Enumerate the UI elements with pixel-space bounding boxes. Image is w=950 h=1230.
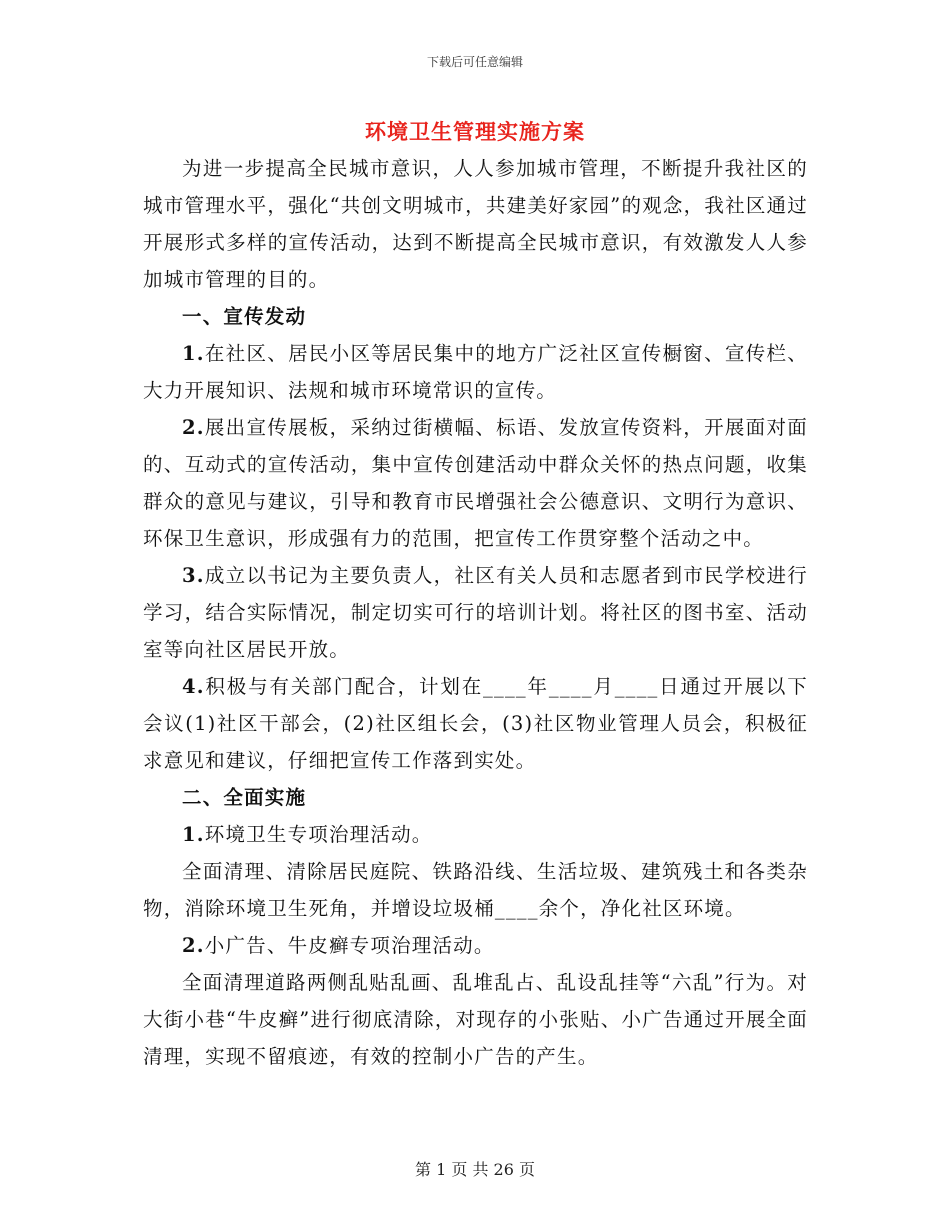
section1-item-1 <box>143 335 808 409</box>
page-footer: 第 1 页 共 26 页 <box>415 1160 535 1179</box>
item-number: 3. <box>182 564 205 587</box>
item-text: 成立以书记为主要负责人，社区有关人员和志愿者到市民学校进行学习，结合实际情况，制定切实可行的培训计划。将社区的图书室、活动室等向社区居民开放。 <box>143 564 808 661</box>
section2-sub2-title <box>143 927 808 964</box>
page-header: 下载后可任意编辑 <box>426 55 523 69</box>
item-number: 2. <box>182 416 205 439</box>
section1-item-3 <box>143 557 808 668</box>
section2-sub1-text: 全面清理、清除居民庭院、铁路沿线、生活垃圾、建筑残土和各类杂物，消除环境卫生死角，并增设垃圾桶____余个，净化社区环境。 <box>143 860 808 920</box>
section-heading-1: 一、宣传发动 <box>182 305 307 328</box>
section2-sub1-title <box>143 816 808 853</box>
item-text: 小广告、牛皮癣专项治理活动。 <box>204 934 495 957</box>
item-text: 展出宣传展板，采纳过街横幅、标语、发放宣传资料，开展面对面的、互动式的宣传活动，集中宣传创建活动中群众关怀的热点问题，收集群众的意见与建议，引导和教育市民增强社会公德意识、文明行为意识、环保卫生意识，形成强有力的范围，把宣传工作贯穿整个活动之中。 <box>143 416 808 550</box>
item-text: 在社区、居民小区等居民集中的地方广泛社区宣传橱窗、宣传栏、大力开展知识、法规和城市环境常识的宣传。 <box>143 342 808 402</box>
document-body <box>143 150 808 1075</box>
item-text: 积极与有关部门配合，计划在____年____月____日通过开展以下会议(1)社区干部会，(2)社区组长会，(3)社区物业管理人员会，积极征求意见和建议，仔细把宣传工作落到实处。 <box>143 675 808 772</box>
item-number: 1. <box>182 823 205 846</box>
section1-item-4 <box>143 668 808 779</box>
section2-sub2-text: 全面清理道路两侧乱贴乱画、乱堆乱占、乱设乱挂等“六乱”行为。对大街小巷“牛皮癣”进行彻底清除，对现存的小张贴、小广告通过开展全面清理，实现不留痕迹，有效的控制小广告的产生。 <box>143 971 808 1068</box>
item-text: 环境卫生专项治理活动。 <box>204 823 433 846</box>
section1-item-2 <box>143 409 808 557</box>
intro-paragraph: 为进一步提高全民城市意识，人人参加城市管理，不断提升我社区的城市管理水平，强化“共创文明城市，共建美好家园”的观念，我社区通过开展形式多样的宣传活动，达到不断提高全民城市意识，有效激发人人参加城市管理的目的。 <box>143 157 808 291</box>
section-heading-2: 二、全面实施 <box>182 786 307 809</box>
item-number: 1. <box>182 342 205 365</box>
document-title: 环境卫生管理实施方案 <box>365 119 585 144</box>
item-number: 2. <box>182 934 205 957</box>
item-number: 4. <box>182 675 205 698</box>
